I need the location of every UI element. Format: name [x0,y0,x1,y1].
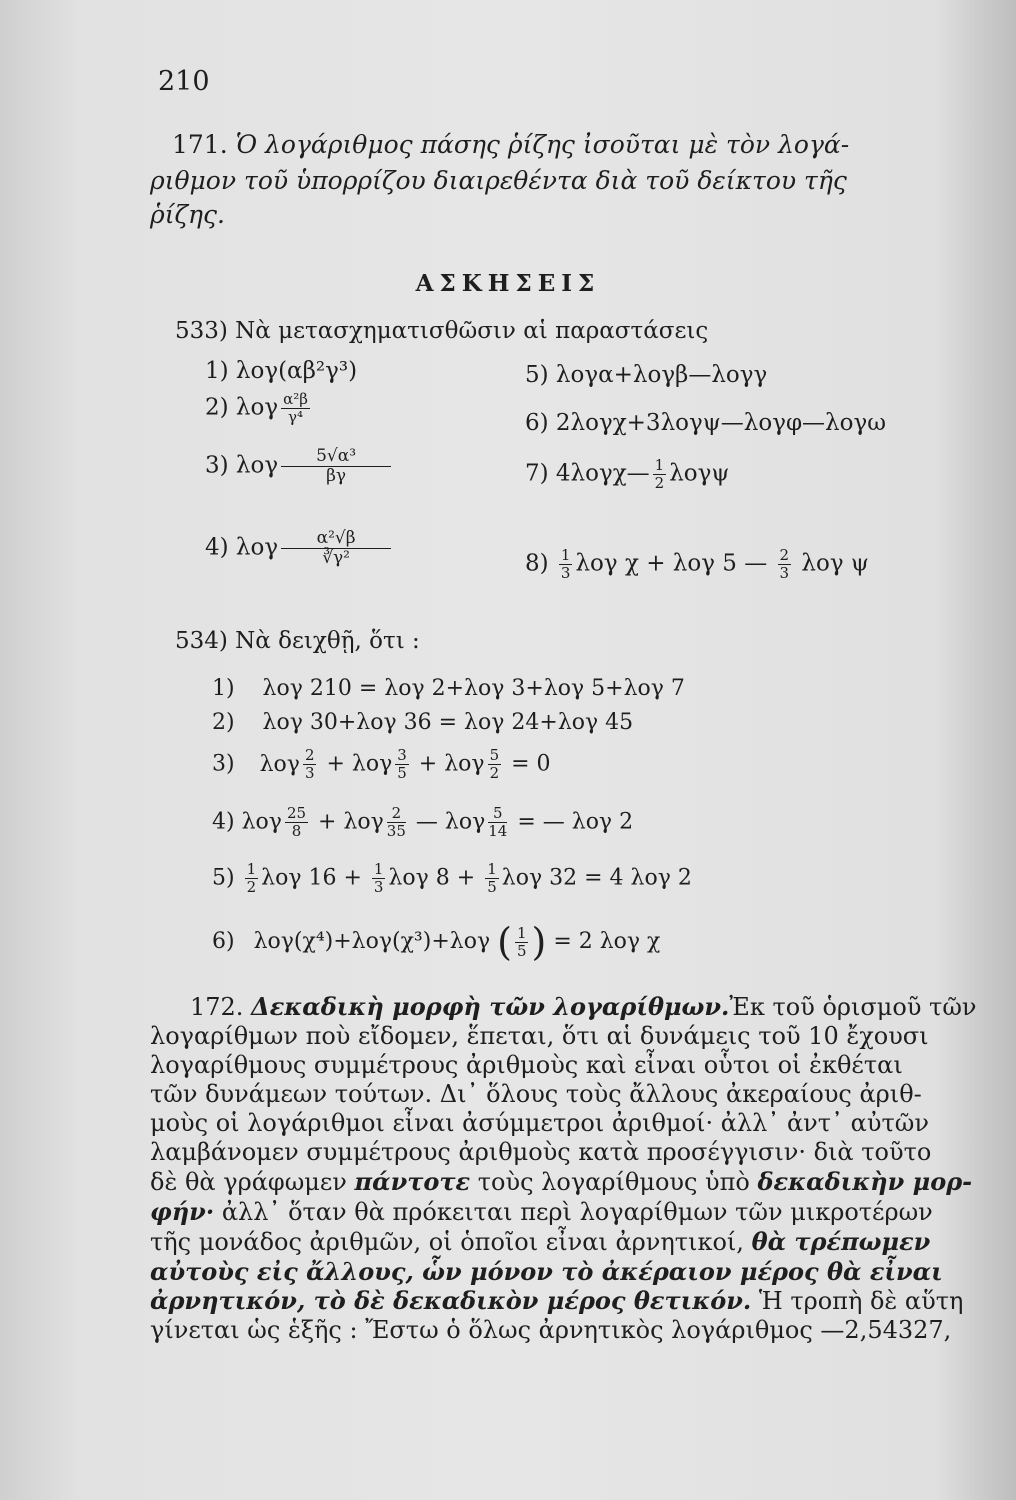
frac-den: 5 [397,764,407,782]
ex533-item-2-num: α²β [283,390,308,408]
section-172-line-11: γίνεται ὡς ἑξῆς : Ἔστω ὁ ὅλως ἀρνητικὸς λογάριθμος —2,54327, [150,1316,952,1344]
ex533-item-8-b-num: 2 [779,546,790,564]
section-172-text: Ἐκ τοῦ ὁρισμοῦ τῶν [729,993,977,1021]
text: τοὺς λογαρίθμους ὑπὸ [477,1168,750,1196]
emphasis: ἀρνητικόν, τὸ δὲ δεκαδικὸν μέρος θετικόν. [150,1286,752,1315]
ex533-item-8 [525,548,869,581]
ex534-line-3-label: 3) [212,751,235,777]
frac-num: 1 [487,860,497,878]
frac-den: 5 [487,878,497,896]
ex533-item-3 [205,448,394,485]
ex533-item-7-frac [653,458,667,491]
ex533-item-1: 1) λογ(αβ²γ³) [205,358,358,384]
ex533-item-7-tail: λογψ [669,460,730,487]
frac-den: 2 [246,878,257,896]
frac-num: 3 [397,746,407,764]
section-172-line-7 [150,1197,980,1227]
ex533-item-8-a-den: 3 [560,564,571,582]
ex534-line-4 [212,806,633,839]
ex534-line-5-part-2: λογ 32 = 4 λογ 2 [501,865,692,891]
frac-num: 2 [387,806,406,823]
section-172-line-10 [150,1286,980,1316]
frac-num: 2 [304,746,315,764]
ex533-intro: 533) Νὰ μετασχηματισθῶσιν αἱ παραστάσεις [175,318,709,344]
section-172-line-5: λαμβάνομεν συμμέτρους ἀριθμοὺς κατὰ προσέγγισιν· διὰ τοῦτο [150,1138,932,1166]
ex533-item-5: 5) λογα+λογβ—λογγ [525,362,768,388]
section-172-line-6 [150,1167,980,1197]
ex534-line-3-part-0: λογ [259,751,300,777]
emphasis: θὰ τρέπωμεν [751,1227,931,1256]
ex534-line-4-frac-1 [387,806,406,839]
frac-den: 8 [291,822,302,840]
ex534-line-3-part-2: + λογ [418,751,485,777]
ex533-item-2-frac [281,392,310,425]
page-number: 210 [158,66,210,97]
ex534-line-4-part-2: — λογ [415,809,486,835]
ex534-line-3 [212,748,551,781]
ex533-item-6: 6) 2λογχ+3λογψ—λογφ—λογω [525,410,886,436]
ex534-line-6-frac [515,923,529,960]
section-172-line-9: αὐτοὺς εἰς ἄλλους, ὧν μόνον τὸ ἀκέραιον μέρος θὰ εἶναι [150,1257,943,1286]
ex533-item-4-label: 4) λογ [205,534,279,561]
ex534-line-4-frac-0 [285,806,308,839]
frac-num: 25 [286,804,307,822]
text: ἀλλ᾿ ὅταν θὰ πρόκειται περὶ λογαρίθμων τῶν μικροτέρων [221,1198,933,1226]
ex534-line-3-frac-0 [303,748,317,781]
ex534-line-6-right: = 2 λογ χ [553,929,661,954]
ex533-item-3-label: 3) λογ [205,452,279,479]
ex533-item-2-label: 2) λογ [205,394,279,421]
section-172-title: Δεκαδικὴ μορφὴ τῶν λογαρίθμων. [251,992,730,1021]
frac-den: 3 [304,764,315,782]
ex533-item-7-num: 1 [654,456,665,474]
section-172 [150,992,980,1345]
ex534-line-4-label: 4) [212,809,235,835]
section-172-line-0 [150,992,980,1022]
ex533-item-7-den: 2 [654,474,665,492]
emphasis: δεκαδικὴν μορ- [757,1167,973,1196]
ex534-line-5-part-0: λογ 16 + [261,865,362,891]
ex534-line-2: 2) λογ 30+λογ 36 = λογ 24+λογ 45 [212,710,634,735]
ex534-line-4-part-1: + λογ [318,809,384,835]
section-172-line-3: τῶν δυνάμεων τούτων. Δι᾿ ὅλους τοὺς ἄλλους ἀκεραίους ἀριθ- [150,1080,922,1108]
ex533-item-4-den: ∛γ² [322,548,350,568]
theorem-number: 171. [172,130,228,159]
ex533-item-3-frac [281,448,391,485]
emphasis: πάντοτε [354,1167,471,1196]
text: τῆς μονάδος ἀριθμῶν, οἱ ὁποῖοι εἶναι ἀρνητικοί, [150,1228,744,1256]
ex534-line-5 [212,862,692,895]
theorem-171-line2: ριθμον τοῦ ὑπορρίζου διαιρεθέντα διὰ τοῦ δείκτου τῆς [150,166,847,195]
section-heading: ΑΣΚΗΣΕΙΣ [415,270,601,297]
frac-den: 5 [516,941,527,960]
frac-num: 1 [246,860,257,878]
frac-den: 14 [488,822,508,840]
ex533-item-4-frac [281,530,391,567]
ex533-item-8-tail: λογ ψ [801,550,869,577]
frac-num: 1 [516,923,527,942]
ex533-item-2-den: γ⁴ [288,408,303,426]
text: δὲ θὰ γράφωμεν [150,1168,347,1196]
ex534-line-5-frac-1 [372,862,386,895]
text: Ἡ τροπὴ δὲ αὕτη [758,1287,964,1315]
ex534-line-4-part-0: λογ [241,809,282,835]
frac-num: 5 [488,806,507,823]
ex533-item-4-num: α²√β [281,530,391,549]
ex533-item-8-label: 8) [525,550,549,577]
ex534-line-4-frac-2 [488,806,507,839]
ex534-line-5-part-1: λογ 8 + [388,865,476,891]
ex533-item-4 [205,530,394,567]
ex533-item-8-a-num: 1 [560,546,571,564]
section-172-line-8 [150,1227,980,1257]
ex534-line-3-part-3: = 0 [511,751,551,777]
ex533-item-8-mid: λογ χ + λογ 5 — [575,550,768,577]
theorem-171-line3: ῥίζης. [150,200,225,229]
ex534-line-6-label: 6) [212,929,235,954]
ex534-line-3-frac-1 [395,748,409,781]
ex534-line-6 [212,920,660,964]
ex534-line-3-frac-2 [488,748,502,781]
frac-num: 5 [489,746,500,764]
ex533-item-2 [205,392,313,425]
ex533-item-8-frac-a [559,548,573,581]
paren-close: ) [531,920,547,964]
ex533-item-7 [525,458,729,491]
ex534-line-4-part-3: = — λογ 2 [517,809,634,835]
emphasis: φήν· [150,1197,215,1226]
paren-open: ( [497,920,512,964]
frac-den: 2 [489,764,500,782]
ex533-item-8-frac-b [778,548,792,581]
theorem-text-1: Ὁ λογάριθμος πάσης ῥίζης ἰσοῦται μὲ τὸν λογά- [235,130,850,159]
section-172-number: 172. [190,993,244,1021]
ex534-intro: 534) Νὰ δειχθῇ, ὅτι : [175,628,420,654]
theorem-171-line1 [150,130,849,159]
section-172-line-4: μοὺς οἱ λογάριθμοι εἶναι ἀσύμμετροι ἀριθμοί· ἀλλ᾿ ἀντ᾿ αὐτῶν [150,1109,929,1137]
section-172-line-1: λογαρίθμων ποὺ εἴδομεν, ἕπεται, ὅτι αἱ δυνάμεις τοῦ 10 ἔχουσι [150,1022,929,1050]
ex534-line-5-frac-2 [485,862,499,895]
ex534-line-5-frac-0 [245,862,259,895]
ex534-line-1: 1) λογ 210 = λογ 2+λογ 3+λογ 5+λογ 7 [212,676,685,701]
frac-den: 35 [386,822,406,840]
ex534-line-5-label: 5) [212,865,235,891]
ex534-line-6-left: λογ(χ⁴)+λογ(χ³)+λογ [253,929,491,954]
frac-num: 1 [373,860,384,878]
ex533-item-8-b-den: 3 [779,564,790,582]
frac-den: 3 [373,878,384,896]
ex533-item-3-num: 5√α³ [281,448,391,467]
ex533-item-7-label: 7) 4λογχ— [525,460,650,487]
section-172-line-2: λογαρίθμους συμμέτρους ἀριθμοὺς καὶ εἶναι οὗτοι οἱ ἐκθέται [150,1051,903,1079]
ex533-item-3-den: βγ [326,466,347,486]
ex534-line-3-part-1: + λογ [326,751,393,777]
